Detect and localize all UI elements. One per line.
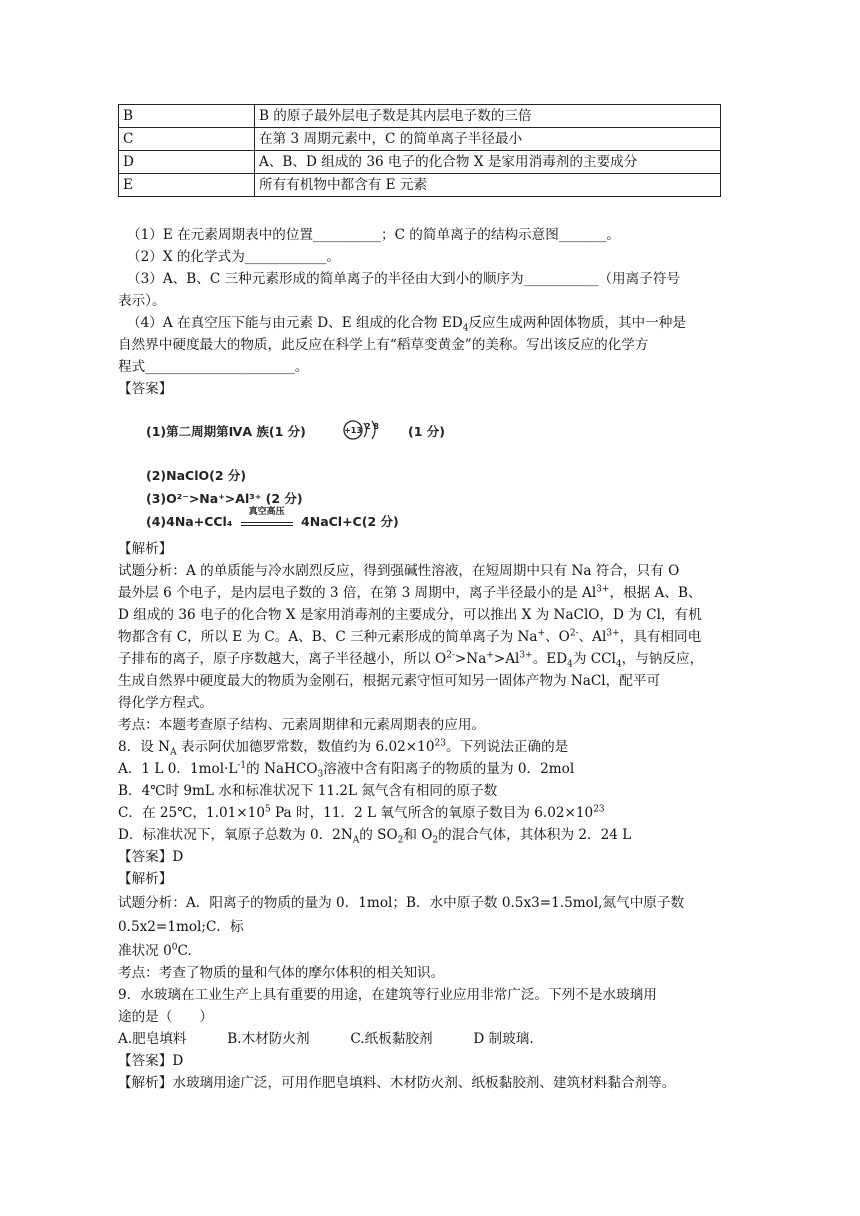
question-9-stem-cont: 途的是（ ）: [118, 1009, 214, 1025]
analysis-line: 试题分析：A 的单质能与冷水剧烈反应，得到强碱性溶液，在短周期中只有 Na 符合，只有 O: [118, 563, 680, 579]
answer-line-3: (3)O²⁻>Na⁺>Al³⁺ (2 分): [146, 491, 303, 506]
analysis-line: 生成自然界中硬度最大的物质为金刚石，根据元素守恒可知另一固体产物为 NaCl，配平可: [118, 673, 661, 689]
question-8-answer: 【答案】D: [118, 849, 184, 865]
analysis-line: D 组成的 36 电子的化合物 X 是家用消毒剂的主要成分，可以推出 X 为 NaClO，D 为 Cl，有机: [118, 607, 702, 623]
table-row: [119, 151, 721, 174]
table-cell-desc: 在第 3 周期元素中，C 的简单离子半径最小: [255, 128, 721, 151]
answer-line-2: (2)NaClO(2 分): [146, 468, 247, 483]
answer-image: [146, 416, 446, 534]
question-9-options: A.肥皂填料 B.木材防火剂 C.纸板黏胶剂 D 制玻璃.: [118, 1031, 534, 1047]
question-7-part-4-cont2: 程式______________________。: [118, 359, 309, 375]
element-info-table: [118, 104, 721, 197]
question-9-stem: 9．水玻璃在工业生产上具有重要的用途，在建筑等行业应用非常广泛。下列不是水玻璃用: [118, 987, 657, 1003]
question-8-option-c: C．在 25℃，$1.01\times 10^5$ Pa 时，11．2 L 氧气所含的氧原子数目为 $6.02\times 10^{23}$: [118, 804, 605, 821]
table-cell-key: C: [119, 128, 255, 151]
svg-text:2 8: 2 8: [365, 422, 379, 431]
question-8-option-d: D．标准状况下，氧原子总数为 0．$2N_A$的 $SO_2$和 $O_2$的混合气体，其体积为 2．24 L: [118, 827, 632, 846]
question-7-part-2: （2）X 的化学式为____________。: [127, 249, 340, 265]
reaction-arrow: 真空高压: [241, 513, 293, 526]
analysis-line: 试题分析：A．阳离子的物质的量为 0．1mol；B．水中原子数 0.5x3=1.5mol,氮气中原子数: [118, 895, 685, 911]
answer-line-1-score: (1 分): [408, 424, 445, 439]
question-8-stem: 8．设 $N_A$ 表示阿伏加德罗常数，数值约为 $6.02\times 10^{23}$。下列说法正确的是: [118, 738, 569, 758]
question-8-option-a: A．1 L 0．$1mol\cdot L^{-1}$的 NaHCO$_3$溶液中含有阳离子的物质的量为 0．2mol: [118, 760, 575, 780]
question-7-part-4: （4）A 在真空压下能与由元素 D、E 组成的化合物 $ED_4$反应生成两种固体物质，其中一种是: [127, 315, 686, 334]
analysis-line: 得化学方程式。: [118, 695, 214, 711]
analysis-label: 【解析】: [118, 541, 173, 557]
table-row: [119, 105, 721, 128]
svg-text:+13: +13: [344, 426, 362, 435]
analysis-line: 最外层 6 个电子，是内层电子数的 3 倍，在第 3 周期中，离子半径最小的是 $Al^{3+}$，根据 A、B、: [118, 584, 702, 601]
question-9-analysis: 【解析】水玻璃用途广泛，可用作肥皂填料、木材防火剂、纸板黏胶剂、建筑材料黏合剂等。: [118, 1075, 676, 1091]
analysis-keypoint: 考点：考查了物质的量和气体的摩尔体积的相关知识。: [118, 965, 445, 981]
question-7-part-1: （1）E 在元素周期表中的位置__________；C 的简单离子的结构示意图_______。: [127, 227, 621, 243]
table-cell-key: B: [119, 105, 255, 128]
table-row: [119, 174, 721, 197]
table-cell-desc: B 的原子最外层电子数是其内层电子数的三倍: [255, 105, 721, 128]
table-cell-desc: 所有有机物中都含有 E 元素: [255, 174, 721, 197]
answer-line-1: (1)第二周期第ⅣA 族(1 分): [146, 424, 306, 439]
analysis-line: 准状况 $0^0C$.: [118, 942, 192, 959]
question-8-analysis-label: 【解析】: [118, 871, 173, 887]
question-7-part-3: （3）A、B、C 三种元素形成的简单离子的半径由大到小的顺序为___________（用离子符号: [127, 271, 680, 287]
question-9-answer: 【答案】D: [118, 1053, 184, 1069]
analysis-keypoint: 考点：本题考查原子结构、元素周期律和元素周期表的应用。: [118, 717, 486, 733]
analysis-line: 0.5x2=1mol;C．标: [118, 919, 244, 935]
answer-label: 【答案】: [118, 381, 173, 397]
analysis-line: 子排布的离子，原子序数越大，离子半径越小，所以 $O^{2-}>Na^+>Al^{3+}$。$ED_4$为 CCl$_4$，与钠反应，: [118, 650, 704, 670]
table-cell-key: E: [119, 174, 255, 197]
table-row: [119, 128, 721, 151]
ion-structure-diagram: [342, 418, 404, 442]
analysis-line: 物都含有 C，所以 E 为 C。A、B、C 三种元素形成的简单离子为 Na+、$O^{2-}$、$Al^{3+}$，具有相同电: [118, 628, 702, 645]
table-cell-desc: A、B、D 组成的 36 电子的化合物 X 是家用消毒剂的主要成分: [255, 151, 721, 174]
question-8-option-b: B．4℃时 9mL 水和标准状况下 11.2L 氮气含有相同的原子数: [118, 783, 498, 799]
table-cell-key: D: [119, 151, 255, 174]
answer-line-4: (4)4Na+CCl₄ 真空高压 4NaCl+C(2 分): [146, 507, 399, 529]
question-7-part-4-cont: 自然界中硬度最大的物质，此反应在科学上有“稻草变黄金”的美称。写出该反应的化学方: [118, 337, 649, 353]
question-7-part-3-cont: 表示）。: [118, 293, 166, 309]
